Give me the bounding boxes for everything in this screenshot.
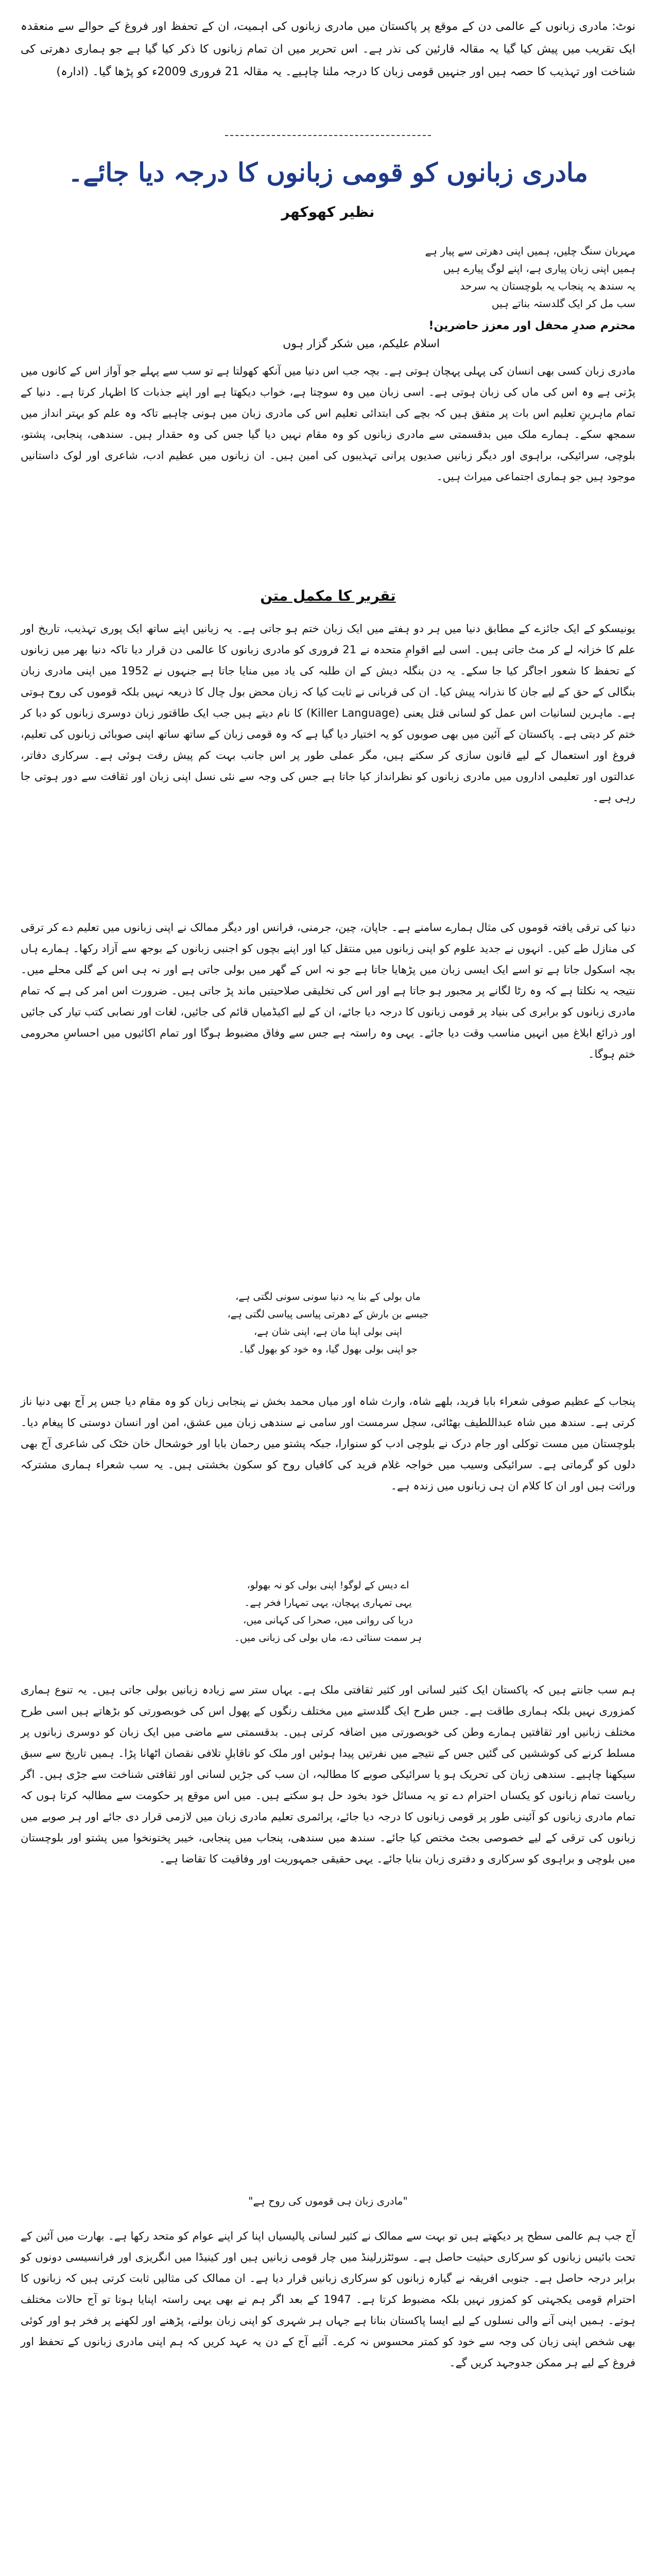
address-line-left: اسلام علیکم، میں شکر گزار ہوں <box>283 337 440 350</box>
paragraph-2 <box>21 618 635 808</box>
quote-line: جیسے بن بارش کے دھرتی پیاسی پیاسی لگتی ہے، <box>227 1309 429 1320</box>
poem-line: مہربان سنگ چلیں، ہمیں اپنی دھرتی سے پیار ہے <box>425 245 635 257</box>
divider-top <box>225 135 431 136</box>
section-subheading: تقریر کا مکمل متن <box>260 587 396 604</box>
paragraph-text: یونیسکو کے ایک جائزے کے مطابق دنیا میں ہر دو ہفتے میں ایک زبان ختم ہو جاتی ہے۔ یہ زبانیں اپنے ساتھ ایک پوری تہذیب، تاریخ اور علم کا خزانہ لے کر مٹ جاتی ہیں۔ اسی لیے اقوامِ متحدہ نے 21 فروری کو مادری زبانوں کا عالمی دن قرار دیا تاکہ دنیا بھر میں زبانوں کے تحفظ کا شعور اجاگر کیا جا سکے۔ یہ دن بنگلہ دیش کے ان طلبہ کی یاد میں منایا جاتا ہے جنہوں نے 1952 میں اپنی مادری زبان بنگالی کے حق کے لیے جان کا نذرانہ پیش کیا۔ ان کی قربانی نے ثابت کیا کہ زبان محض بول چال کا ذریعہ نہیں بلکہ قوموں کی روح ہوتی ہے۔ ماہرین لسانیات اس عمل کو لسانی قتل یعنی (Killer Language) کا نام دیتے ہیں جب ایک طاقتور زبان دوسری زبانوں کو دبا کر ختم کر دیتی ہے۔ پاکستان کے آئین میں بھی صوبوں کو یہ اختیار دیا گیا ہے کہ وہ قومی زبان کے ساتھ ساتھ اپنی صوبائی زبانوں کی تعلیم، فروغ اور استعمال کے لیے قانون سازی کر سکتے ہیں، مگر عملی طور پر اس جانب بہت کم پیش رفت ہوئی ہے۔ سرکاری دفاتر، عدالتوں اور تعلیمی اداروں میں مادری زبانوں کو نظرانداز کیا جاتا ہے جس کی وجہ سے نئی نسل اپنی زبان اور ثقافت سے دور ہوتی جا رہی ہے۔ <box>21 622 635 804</box>
poem-line: یہ سندھ یہ پنجاب یہ بلوچستان یہ سرحد <box>460 280 635 292</box>
quote-block-1 <box>174 1288 482 1358</box>
author-name: نظیر کھوکھر <box>281 204 375 221</box>
paragraph-text: آج جب ہم عالمی سطح پر دیکھتے ہیں تو بہت سے ممالک نے کثیر لسانی پالیسیاں اپنا کر اپنے عوام کو متحد رکھا ہے۔ بھارت میں آئین کے تحت بائیس زبانوں کو سرکاری حیثیت حاصل ہے۔ سوئٹزرلینڈ میں چار قومی زبانیں ہیں اور کینیڈا میں انگریزی اور فرانسیسی دونوں کو برابر درجہ حاصل ہے۔ جنوبی افریقہ نے گیارہ زبانوں کو سرکاری زبانیں قرار دیا ہے۔ ان ممالک کی مثالیں ثابت کرتی ہیں کہ زبانوں کا احترام قومی یکجہتی کو کمزور نہیں بلکہ مضبوط کرتا ہے۔ 1947 کے بعد اگر ہم نے بھی یہی راستہ اپنایا ہوتا تو آج حالات مختلف ہوتے۔ ہمیں اپنی آنے والی نسلوں کے لیے ایسا پاکستان بنانا ہے جہاں ہر شہری کو اپنی زبان بولنے، پڑھنے اور لکھنے پر فخر ہو اور کوئی بھی شخص اپنی زبان کی وجہ سے خود کو کمتر محسوس نہ کرے۔ آئیے آج کے دن یہ عہد کریں کہ ہم اپنی مادری زبانوں کے تحفظ اور فروغ کے لیے ہر ممکن جدوجہد کریں گے۔ <box>21 2230 636 2369</box>
quote-line: اے دیس کے لوگو! اپنی بولی کو نہ بھولو، <box>247 1580 409 1591</box>
quote-line: اپنی بولی اپنا مان ہے، اپنی شان ہے، <box>254 1326 402 1337</box>
paragraph-text: مادری زبان کسی بھی انسان کی پہلی پہچان ہوتی ہے۔ بچہ جب اس دنیا میں آنکھ کھولتا ہے تو سب سے پہلے جو آواز اس کے کانوں میں پڑتی ہے وہ اس کی ماں کی زبان ہوتی ہے۔ اسی زبان میں وہ سوچتا ہے، خواب دیکھتا ہے اور اپنے جذبات کا اظہار کرتا ہے۔ دنیا کے تمام ماہرینِ تعلیم اس بات پر متفق ہیں کہ بچے کی ابتدائی تعلیم اس کی مادری زبان میں ہونی چاہیے تاکہ وہ علم کو بہتر انداز میں سمجھ سکے۔ ہمارے ملک میں بدقسمتی سے مادری زبانوں کو وہ مقام نہیں دیا گیا جس کی وہ حقدار ہیں۔ سندھی، پنجابی، پشتو، بلوچی، سرائیکی، براہوی اور دیگر زبانیں صدیوں پرانی تہذیبوں کی امین ہیں۔ ان زبانوں میں عظیم ادب، شاعری اور لوک داستانیں موجود ہیں جو ہماری اجتماعی میراث ہیں۔ <box>21 365 635 483</box>
quote-line: دریا کی روانی میں، صحرا کی کہانی میں، <box>243 1615 413 1626</box>
paragraph-text: ہم سب جانتے ہیں کہ پاکستان ایک کثیر لسانی اور کثیر ثقافتی ملک ہے۔ یہاں ستر سے زیادہ زبانیں بولی جاتی ہیں۔ یہ تنوع ہماری کمزوری نہیں بلکہ ہماری طاقت ہے۔ جس طرح ایک گلدستے میں مختلف رنگوں کے پھول اس کی خوبصورتی کو بڑھاتے ہیں اسی طرح مختلف زبانیں اور ثقافتیں ہمارے وطن کی خوبصورتی میں اضافہ کرتی ہیں۔ بدقسمتی سے ماضی میں ایک زبان کو دوسری زبانوں پر مسلط کرنے کی کوششیں کی گئیں جس کے نتیجے میں نفرتیں پیدا ہوئیں اور ملک کو ناقابلِ تلافی نقصان اٹھانا پڑا۔ ہمیں تاریخ سے سبق سیکھنا چاہیے۔ سندھی زبان کی تحریک ہو یا سرائیکی صوبے کا مطالبہ، ان سب کی جڑیں لسانی اور ثقافتی شناخت سے جڑی ہیں۔ اگر ریاست تمام زبانوں کو یکساں احترام دے تو یہ مسائل خود بخود حل ہو سکتے ہیں۔ میں اس موقع پر حکومت سے مطالبہ کرتا ہوں کہ تمام مادری زبانوں کو آئینی طور پر قومی زبانوں کا درجہ دیا جائے، پرائمری تعلیم مادری زبان میں لازمی قرار دی جائے اور ہر صوبے میں زبانوں کی ترقی کے لیے خصوصی بجٹ مختص کیا جائے۔ سندھ میں سندھی، پنجاب میں پنجابی، خیبر پختونخوا میں پشتو اور بلوچستان میں بلوچی و براہوی کو سرکاری و دفتری زبان بنایا جائے۔ یہی حقیقی جمہوریت اور وفاقیت کا تقاضا ہے۔ <box>21 1684 635 1865</box>
center-quote: "مادری زبان ہی قوموں کی روح ہے" <box>248 2195 408 2207</box>
quote-line: ماں بولی کے بنا یہ دنیا سونی سونی لگتی ہے، <box>235 1291 421 1302</box>
paragraph-text: پنجاب کے عظیم صوفی شعراء بابا فرید، بلھے شاہ، وارث شاہ اور میاں محمد بخش نے پنجابی زبان کو وہ مقام دیا جس پر آج بھی دنیا ناز کرتی ہے۔ سندھ میں شاہ عبداللطیف بھٹائی، سچل سرمست اور سامی نے سندھی زبان میں عشق، امن اور انسان دوستی کا پیغام دیا۔ بلوچستان میں مست توکلی اور جام درک نے بلوچی ادب کو سنوارا، جبکہ پشتو میں رحمان بابا اور خوشحال خان خٹک کی شاعری آج بھی دلوں کو گرماتی ہے۔ سرائیکی وسیب میں خواجہ غلام فرید کی کافیاں روح کو سکون بخشتی ہیں۔ یہ سب شعراء ہماری مشترکہ وراثت ہیں اور ان کا کلام ان ہی زبانوں میں زندہ ہے۔ <box>21 1395 635 1492</box>
paragraph-6 <box>21 2226 635 2374</box>
quote-line: یہی تمہاری پہچان، یہی تمہارا فخر ہے۔ <box>244 1597 412 1608</box>
quote-block-2 <box>174 1577 482 1647</box>
paragraph-1 <box>21 361 635 487</box>
paragraph-4 <box>21 1391 635 1497</box>
quote-line: جو اپنی بولی بھول گیا، وہ خود کو بھول گیا۔ <box>238 1344 418 1355</box>
intro-note: نوٹ: مادری زبانوں کے عالمی دن کے موقع پر پاکستان میں مادری زبانوں کی اہمیت، ان کے تحفظ اور فروغ کے حوالے سے منعقدہ ایک تقریب میں پیش کیا گیا یہ مقالہ قارئین کی نذر ہے۔ اس تحریر میں ان تمام زبانوں کا ذکر کیا گیا ہے جو ہماری دھرتی کی شناخت اور تہذیب کا حصہ ہیں اور جنہیں قومی زبان کا درجہ ملنا چاہیے۔ یہ مقالہ 21 فروری 2009ء کو پڑھا گیا۔ (ادارہ) <box>21 20 635 78</box>
paragraph-3 <box>21 917 635 1065</box>
paragraph-5 <box>21 1680 635 1870</box>
quote-line: ہر سمت سنائی دے، ماں بولی کی زبانی میں۔ <box>234 1632 422 1643</box>
paragraph-text: دنیا کی ترقی یافتہ قوموں کی مثال ہمارے سامنے ہے۔ جاپان، چین، جرمنی، فرانس اور دیگر ممالک نے اپنی زبانوں میں تعلیم دے کر ترقی کی منازل طے کیں۔ انہوں نے جدید علوم کو اپنی زبانوں میں منتقل کیا اور اپنے بچوں کو اجنبی زبانوں کے بوجھ سے آزاد رکھا۔ ہمارے ہاں بچہ اسکول جاتا ہے تو اسے ایک ایسی زبان میں پڑھایا جاتا ہے جو نہ اس کے گھر میں بولی جاتی ہے اور نہ ہی اس کے گلی محلے میں۔ نتیجہ یہ نکلتا ہے کہ وہ رٹا لگانے پر مجبور ہو جاتا ہے اور اس کی تخلیقی صلاحیتیں ماند پڑ جاتی ہیں۔ ضرورت اس امر کی ہے کہ تمام مادری زبانوں کو برابری کی بنیاد پر قومی زبانوں کا درجہ دیا جائے، ان کے لیے اکیڈمیاں قائم کی جائیں، لغات اور نصابی کتب تیار کی جائیں اور ذرائع ابلاغ میں انہیں مناسب وقت دیا جائے۔ یہی وہ راستہ ہے جس سے وفاق مضبوط ہوگا اور تمام اکائیوں میں احساسِ محرومی ختم ہوگا۔ <box>21 921 635 1060</box>
poem-line: ہمیں اپنی زبان پیاری ہے، اپنے لوگ پیارے ہیں <box>443 262 635 275</box>
opening-poem <box>347 242 635 312</box>
address-line: محترم صدرِ محفل اور معزز حاضرین! <box>428 319 635 332</box>
article-title: مادری زبانوں کو قومی زبانوں کا درجہ دیا جائے۔ <box>68 157 588 188</box>
poem-line: سب مل کر ایک گلدستہ بناتے ہیں <box>491 297 635 310</box>
